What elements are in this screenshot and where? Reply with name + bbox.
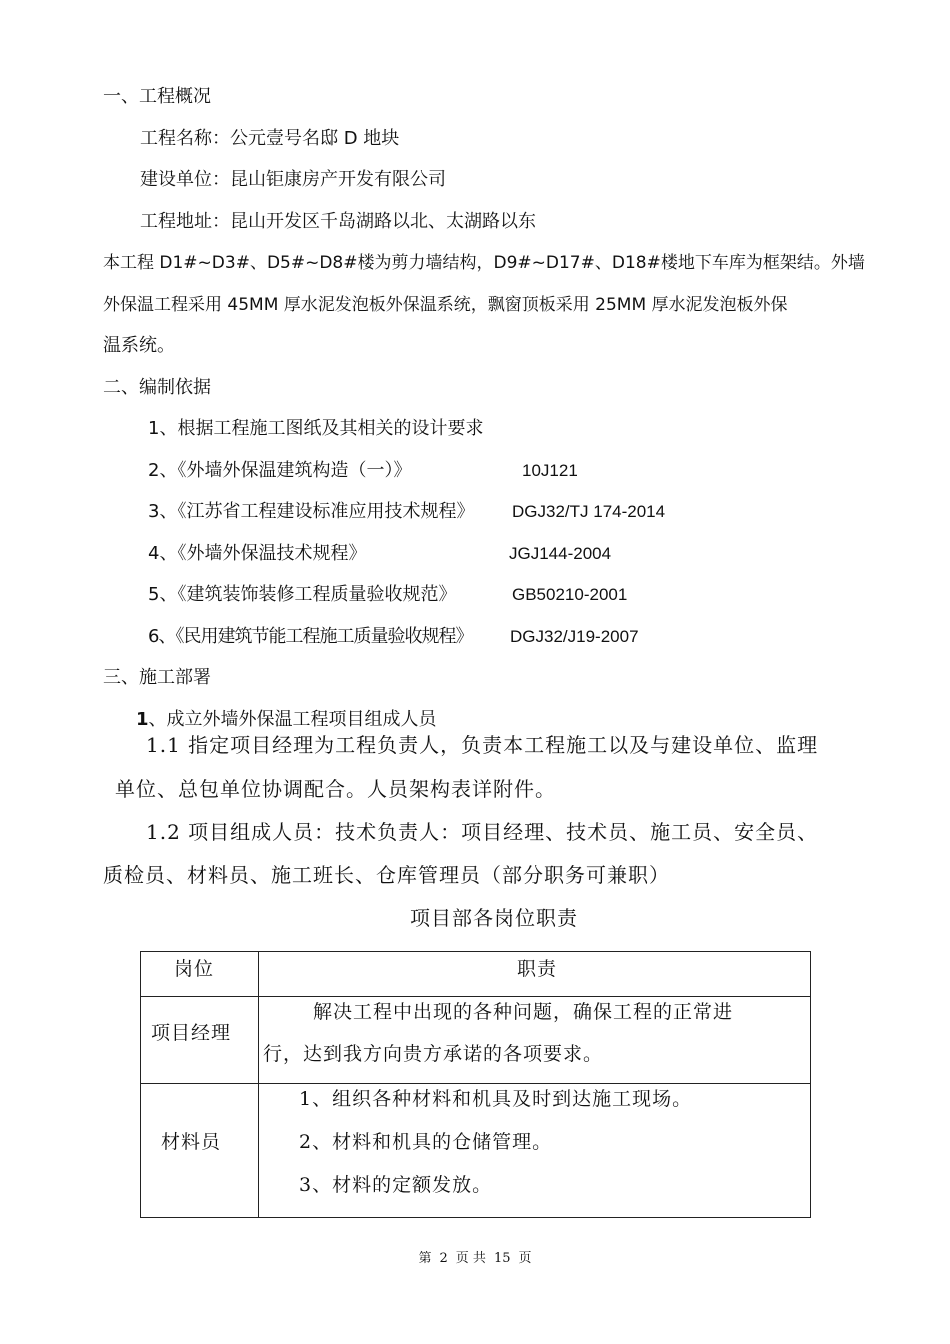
duty-line: 行，达到我方向贵方承诺的各项要求。 <box>263 1043 604 1065</box>
basis-item: 3、《江苏省工程建设标准应用技术规程》 <box>148 501 475 522</box>
role-name: 材料员 <box>161 1131 222 1153</box>
page-number: 2 <box>439 1251 448 1266</box>
duty-line: 3、材料的定额发放。 <box>299 1174 493 1196</box>
table-header-cell <box>259 952 811 997</box>
paragraph-1-2-line1: 1.2 项目组成人员：技术负责人：项目经理、技术员、施工员、安全员、 <box>146 820 819 844</box>
subheading-text: 、成立外墙外保温工程项目组成人员 <box>148 709 437 730</box>
duty-line: 解决工程中出现的各种问题，确保工程的正常进 <box>313 1001 734 1023</box>
basis-item: 5、《建筑装饰装修工程质量验收规范》 <box>148 584 457 605</box>
basis-item: 2、《外墙外保温建筑构造（一）》 <box>148 460 412 481</box>
table-cell <box>141 997 259 1084</box>
basis-item: 4、《外墙外保温技术规程》 <box>148 543 367 564</box>
header-role: 岗位 <box>174 958 215 980</box>
builder-unit: 建设单位：昆山钜康房产开发有限公司 <box>140 169 446 190</box>
role-name: 项目经理 <box>151 1022 232 1044</box>
table-title: 项目部各岗位职责 <box>410 906 578 930</box>
section-heading-overview: 一、工程概况 <box>103 86 211 107</box>
basis-item: 1、根据工程施工图纸及其相关的设计要求 <box>148 418 484 439</box>
page-total: 15 <box>493 1251 511 1266</box>
basis-code: DGJ32/J19-2007 <box>510 627 639 646</box>
paragraph-1-1-line1: 1.1 指定项目经理为工程负责人，负责本工程施工以及与建设单位、监理 <box>146 733 819 757</box>
duty-line: 2、材料和机具的仓储管理。 <box>299 1131 553 1153</box>
duty-line: 1、组织各种材料和机具及时到达施工现场。 <box>299 1088 693 1110</box>
section-heading-basis: 二、编制依据 <box>103 377 211 398</box>
basis-code: 10J121 <box>522 461 578 480</box>
page-footer <box>0 1247 950 1266</box>
subheading-team <box>136 708 437 732</box>
footer-prefix: 第 <box>418 1251 432 1266</box>
table-header-cell <box>141 952 259 997</box>
subheading-number: 1 <box>136 709 149 730</box>
table-cell <box>141 1084 259 1218</box>
basis-code: DGJ32/TJ 174-2014 <box>512 502 666 521</box>
footer-suffix: 页 <box>518 1251 532 1266</box>
table-header-row <box>141 952 811 997</box>
project-description-line2: 外保温工程采用 45MM 厚水泥发泡板外保温系统，飘窗顶板采用 25MM 厚水泥发泡板外保 <box>103 295 788 315</box>
table-cell <box>259 1084 811 1218</box>
paragraph-1-1-line2: 单位、总包单位协调配合。人员架构表详附件。 <box>115 777 556 801</box>
project-address: 工程地址：昆山开发区千岛湖路以北、太湖路以东 <box>140 211 536 232</box>
basis-code: JGJ144-2004 <box>509 544 612 563</box>
paragraph-1-2-line2: 质检员、材料员、施工班长、仓库管理员（部分职务可兼职） <box>103 863 670 887</box>
duties-table <box>140 951 811 1218</box>
basis-item: 6、《民用建筑节能工程施工质量验收规程》 <box>148 626 473 647</box>
table-cell <box>259 997 811 1084</box>
header-duties: 职责 <box>517 958 558 980</box>
project-name: 工程名称：公元壹号名邸 D 地块 <box>140 128 400 149</box>
section-heading-deployment: 三、施工部署 <box>103 667 211 688</box>
table-row <box>141 1084 811 1218</box>
footer-mid: 页 共 <box>455 1251 486 1266</box>
basis-code: GB50210-2001 <box>512 585 628 604</box>
project-description-line3: 温系统。 <box>103 335 175 356</box>
project-description-line1: 本工程 D1#~D3#、D5#~D8#楼为剪力墙结构，D9#~D17#、D18#楼地下车库为框架结。外墙 <box>103 253 865 273</box>
table-row <box>141 997 811 1084</box>
